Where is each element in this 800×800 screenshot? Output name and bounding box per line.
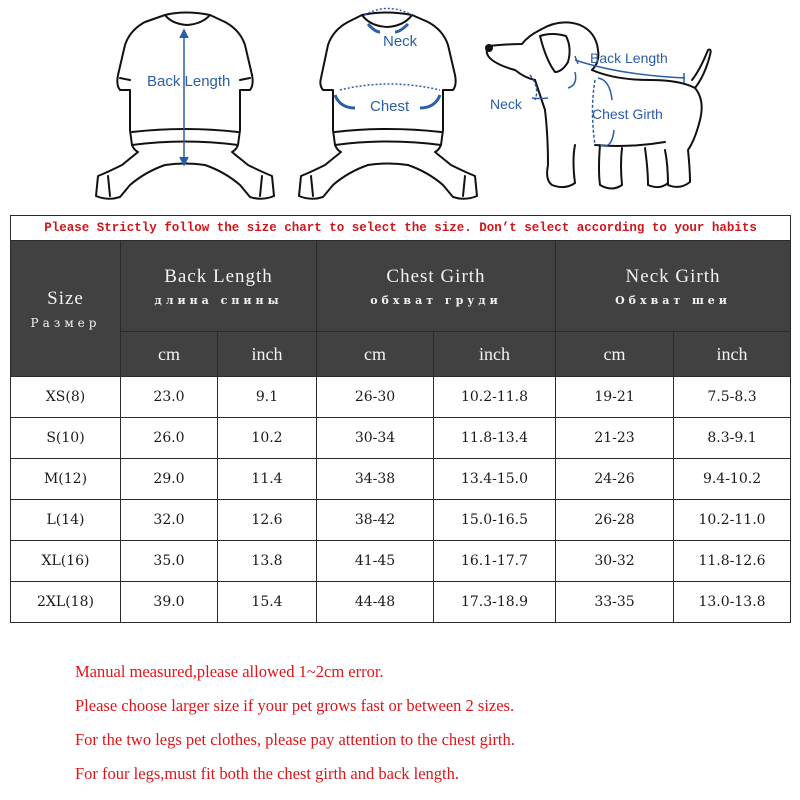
neck-inch-cell: 10.2-11.0 [674, 500, 791, 541]
chest-label: Chest [370, 98, 410, 115]
back-cm-cell: 29.0 [121, 459, 218, 500]
chest-girth-sub: обхват груди [370, 293, 502, 307]
header-group-row [11, 241, 791, 332]
back-length-label: Back Length [147, 73, 231, 90]
neck-girth-header [556, 241, 791, 332]
back-inch-cell: 10.2 [218, 418, 317, 459]
back-cm-cell: 39.0 [121, 582, 218, 623]
back-length-header [121, 241, 317, 332]
size-chart [10, 215, 790, 623]
back-inch-cell: 13.8 [218, 541, 317, 582]
chest-cm-cell: 44-48 [317, 582, 434, 623]
neck-inch-cell: 7.5-8.3 [674, 377, 791, 418]
table-row [11, 500, 791, 541]
neck-girth-title: Neck Girth [625, 265, 721, 287]
chest-inch-cell: 17.3-18.9 [434, 582, 556, 623]
chest-girth-header [317, 241, 556, 332]
unit-header: cm [556, 332, 674, 377]
note-line: Manual measured,please allowed 1~2cm error. [75, 662, 384, 681]
header-unit-row [11, 332, 791, 377]
neck-label: Neck [383, 33, 418, 50]
unit-header: inch [674, 332, 791, 377]
chest-cm-cell: 41-45 [317, 541, 434, 582]
table-row [11, 377, 791, 418]
chest-inch-cell: 15.0-16.5 [434, 500, 556, 541]
size-cell: XS(8) [11, 377, 121, 418]
unit-header: inch [218, 332, 317, 377]
neck-cm-cell: 21-23 [556, 418, 674, 459]
notice-text: Please Strictly follow the size chart to select the size. Don’t select according to your habits [11, 216, 791, 241]
neck-inch-cell: 8.3-9.1 [674, 418, 791, 459]
chest-inch-cell: 13.4-15.0 [434, 459, 556, 500]
neck-cm-cell: 26-28 [556, 500, 674, 541]
note-line: Please choose larger size if your pet grows fast or between 2 sizes. [75, 696, 515, 715]
neck-inch-cell: 9.4-10.2 [674, 459, 791, 500]
note-line: For the two legs pet clothes, please pay attention to the chest girth. [75, 730, 515, 749]
measurement-illustrations [0, 0, 800, 210]
back-cm-cell: 32.0 [121, 500, 218, 541]
dog-neck-label: Neck [490, 96, 522, 112]
dog-chest-girth-label: Chest Girth [592, 106, 663, 122]
back-length-title: Back Length [164, 265, 273, 287]
table-row [11, 418, 791, 459]
size-cell: L(14) [11, 500, 121, 541]
back-inch-cell: 15.4 [218, 582, 317, 623]
chest-cm-cell: 34-38 [317, 459, 434, 500]
back-inch-cell: 12.6 [218, 500, 317, 541]
size-cell: M(12) [11, 459, 121, 500]
back-inch-cell: 9.1 [218, 377, 317, 418]
neck-inch-cell: 13.0-13.8 [674, 582, 791, 623]
dog-back-length-label: Back Length [590, 50, 668, 66]
chest-cm-cell: 38-42 [317, 500, 434, 541]
size-header-sub: Размер [30, 315, 101, 330]
size-table [10, 215, 791, 623]
neck-inch-cell: 11.8-12.6 [674, 541, 791, 582]
neck-cm-cell: 30-32 [556, 541, 674, 582]
unit-header: inch [434, 332, 556, 377]
chest-cm-cell: 30-34 [317, 418, 434, 459]
table-row [11, 459, 791, 500]
size-header-title: Size [47, 287, 84, 309]
neck-cm-cell: 24-26 [556, 459, 674, 500]
neck-cm-cell: 19-21 [556, 377, 674, 418]
size-cell: S(10) [11, 418, 121, 459]
back-length-sub: длина спины [154, 293, 283, 307]
size-cell: 2XL(18) [11, 582, 121, 623]
chest-cm-cell: 26-30 [317, 377, 434, 418]
unit-header: cm [317, 332, 434, 377]
back-cm-cell: 26.0 [121, 418, 218, 459]
chest-girth-title: Chest Girth [386, 265, 486, 287]
size-cell: XL(16) [11, 541, 121, 582]
chest-inch-cell: 11.8-13.4 [434, 418, 556, 459]
chest-inch-cell: 10.2-11.8 [434, 377, 556, 418]
sizing-notes [75, 655, 515, 791]
size-header [11, 241, 121, 377]
note-line: For four legs,must fit both the chest girth and back length. [75, 764, 460, 783]
back-cm-cell: 23.0 [121, 377, 218, 418]
chest-inch-cell: 16.1-17.7 [434, 541, 556, 582]
neck-cm-cell: 33-35 [556, 582, 674, 623]
unit-header: cm [121, 332, 218, 377]
back-inch-cell: 11.4 [218, 459, 317, 500]
table-row [11, 541, 791, 582]
notice-row [11, 216, 791, 241]
neck-girth-sub: Обхват шеи [615, 293, 731, 307]
table-row [11, 582, 791, 623]
back-cm-cell: 35.0 [121, 541, 218, 582]
